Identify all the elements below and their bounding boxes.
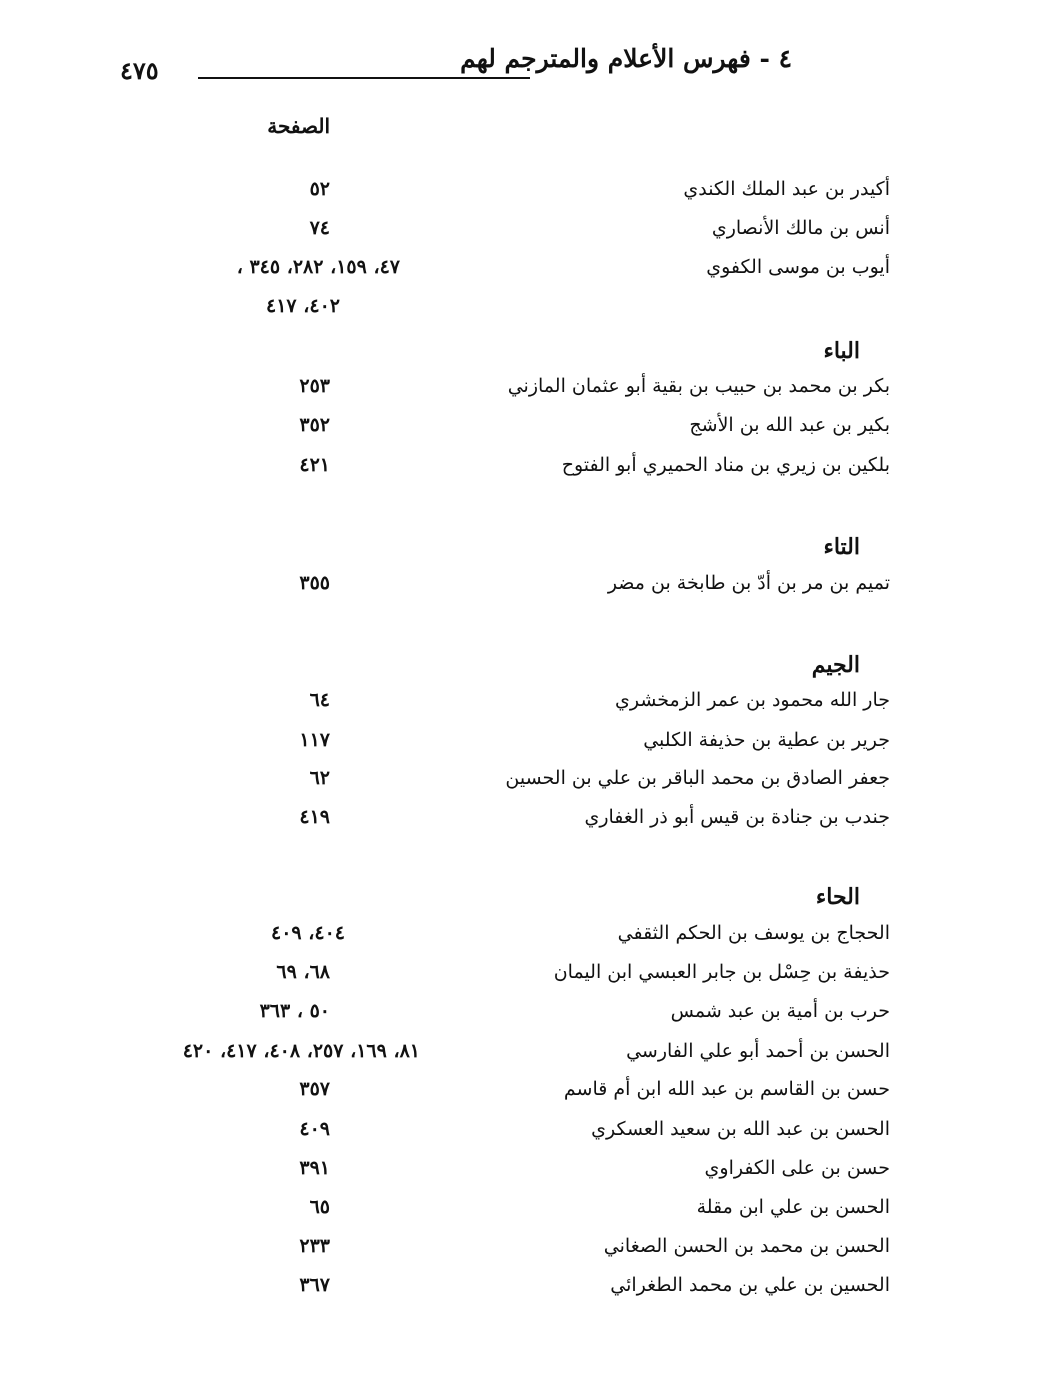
entry-name: جار الله محمود بن عمر الزمخشري	[614, 689, 890, 711]
entry-name: حذيفة بن حِسْل بن جابر العبسي ابن اليمان	[553, 961, 890, 983]
entry-name: بكير بن عبد الله بن الأشج	[689, 414, 890, 436]
section-heading: الباء	[823, 338, 860, 364]
entry-name: الحسن بن محمد بن الحسن الصغاني	[603, 1235, 890, 1257]
entry-name: أنس بن مالك الأنصاري	[711, 217, 890, 239]
page-column-label: الصفحة	[267, 114, 330, 138]
entry-name: تميم بن مر بن أدّ بن طابخة بن مضر	[607, 572, 890, 594]
entry-pages: ٦٤	[309, 689, 330, 711]
index-entry	[130, 414, 890, 448]
index-entry	[130, 1157, 890, 1191]
index-entry	[130, 1118, 890, 1152]
entry-name: حسن بن على الكفراوي	[704, 1157, 890, 1179]
index-entry	[130, 922, 890, 956]
index-entry	[130, 806, 890, 840]
entry-name: جندب بن جنادة بن قيس أبو ذر الغفاري	[584, 806, 890, 828]
page-number: ٤٧٥	[120, 56, 159, 85]
entry-name: الحجاج بن يوسف بن الحكم الثقفي	[617, 922, 890, 944]
entry-name: أيوب بن موسى الكفوي	[706, 256, 890, 278]
index-entry	[130, 689, 890, 723]
section-heading: التاء	[823, 534, 860, 560]
index-entry	[130, 178, 890, 212]
entry-pages: ٤٠٤، ٤٠٩	[271, 922, 345, 944]
entry-pages: ٤٧، ١٥٩، ٢٨٢، ٣٤٥ ،	[236, 256, 400, 278]
entry-pages: ٣٥٥	[299, 572, 330, 594]
entry-name: جعفر الصادق بن محمد الباقر بن علي بن الحسين	[505, 767, 890, 789]
index-entry	[130, 1000, 890, 1034]
index-entry	[130, 961, 890, 995]
entry-pages: ٨١، ١٦٩، ٢٥٧، ٤٠٨، ٤١٧، ٤٢٠	[182, 1040, 420, 1062]
entry-pages: ٣٥٧	[299, 1078, 330, 1100]
section-heading: الحاء	[815, 884, 860, 910]
entry-pages: ٢٥٣	[299, 375, 330, 397]
entry-name: الحسن بن أحمد أبو علي الفارسي	[626, 1040, 890, 1062]
index-entry	[130, 572, 890, 606]
entry-pages: ٦٥	[309, 1196, 330, 1218]
index-entry	[130, 1040, 890, 1074]
index-entry	[130, 454, 890, 488]
entry-pages: ٤٠٩	[299, 1118, 330, 1140]
entry-pages: ٧٤	[309, 217, 330, 239]
entry-name: أكيدر بن عبد الملك الكندي	[683, 178, 890, 200]
entry-name: حرب بن أمية بن عبد شمس	[670, 1000, 890, 1022]
entry-pages: ٥٢	[309, 178, 330, 200]
entry-name: الحسن بن عبد الله بن سعيد العسكري	[591, 1118, 890, 1140]
entry-name: حسن بن القاسم بن عبد الله ابن أم قاسم	[563, 1078, 890, 1100]
section-heading: الجيم	[811, 652, 860, 678]
entry-name: الحسن بن علي ابن مقلة	[696, 1196, 890, 1218]
entry-pages: ١١٧	[299, 729, 330, 751]
entry-pages: ٥٠ ، ٣٦٣	[259, 1000, 330, 1022]
entry-pages: ٦٨، ٦٩	[276, 961, 330, 983]
entry-pages: ٦٢	[309, 767, 330, 789]
entry-pages-continued: ٤٠٢، ٤١٧	[266, 295, 340, 317]
index-entry	[130, 767, 890, 801]
index-entry	[130, 1196, 890, 1230]
entry-pages: ٣٥٢	[299, 414, 330, 436]
entry-name: جرير بن عطية بن حذيفة الكلبي	[643, 729, 890, 751]
page-title: ٤ - فهرس الأعلام والمترجم لهم	[460, 44, 792, 73]
index-entry	[130, 1235, 890, 1269]
entry-name: الحسين بن علي بن محمد الطغرائي	[610, 1274, 890, 1296]
index-entry	[130, 1274, 890, 1308]
entry-pages: ٢٣٣	[299, 1235, 330, 1257]
index-entry	[130, 1078, 890, 1112]
entry-pages: ٤٢١	[299, 454, 330, 476]
entry-pages: ٣٩١	[299, 1157, 330, 1179]
entry-pages: ٤١٩	[299, 806, 330, 828]
entry-name: بلكين بن زيري بن مناد الحميري أبو الفتوح	[561, 454, 890, 476]
entry-name: بكر بن محمد بن حبيب بن بقية أبو عثمان المازني	[507, 375, 890, 397]
index-entry	[130, 217, 890, 251]
index-entry	[130, 375, 890, 409]
index-entry	[130, 256, 890, 290]
entry-pages: ٣٦٧	[299, 1274, 330, 1296]
index-entry	[130, 729, 890, 763]
